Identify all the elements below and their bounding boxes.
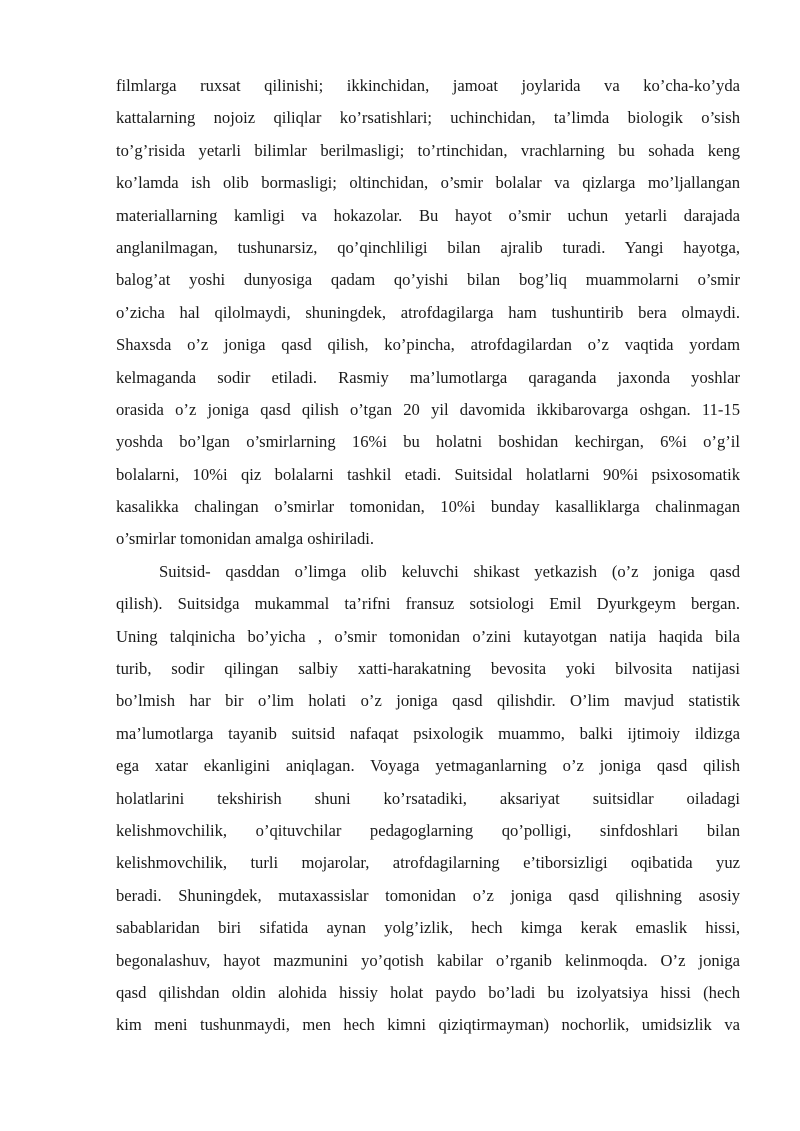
text-line: kelishmovchilik, o’qituvchilar pedagoglarning qo’polligi, sinfdoshlari bilan: [116, 820, 740, 840]
text-line: Suitsid- qasddan o’limga olib keluvchi shikast yetkazish (o’z joniga qasd: [159, 561, 740, 581]
document-page: [116, 70, 740, 1042]
text-line: yoshda bo’lgan o’smirlarning 16%i bu holatni boshidan kechirgan, 6%i o’g’il: [116, 432, 740, 452]
text-line: ko’lamda ish olib bormasligi; oltinchidan, o’smir bolalar va qizlarga mo’ljallangan: [116, 173, 740, 193]
paragraph-1: [116, 70, 740, 556]
text-line: materiallarning kamligi va hokazolar. Bu hayot o’smir uchun yetarli darajada: [116, 205, 740, 225]
text-line: bo’lmish har bir o’lim holati o’z joniga qasd qilishdir. O’lim mavjud statistik: [116, 691, 740, 711]
text-line: sabablaridan biri sifatida aynan yolg’izlik, hech kimga kerak emaslik hissi,: [116, 918, 740, 938]
text-line: kasalikka chalingan o’smirlar tomonidan, 10%i bunday kasalliklarga chalinmagan: [116, 497, 740, 517]
text-line: kelishmovchilik, turli mojarolar, atrofdagilarning e’tiborsizligi oqibatida yuz: [116, 853, 740, 873]
paragraph-2: [116, 556, 740, 1042]
text-line: kelmaganda sodir etiladi. Rasmiy ma’lumotlarga qaraganda jaxonda yoshlar: [116, 367, 740, 387]
text-line: bolalarni, 10%i qiz bolalarni tashkil etadi. Suitsidal holatlarni 90%i psixosomatik: [116, 464, 740, 484]
text-line: o’smirlar tomonidan amalga oshiriladi.: [116, 529, 375, 549]
text-line: anglanilmagan, tushunarsiz, qo’qinchliligi bilan ajralib turadi. Yangi hayotga,: [116, 237, 740, 257]
text-line: beradi. Shuningdek, mutaxassislar tomonidan o’z joniga qasd qilishning asosiy: [116, 885, 740, 905]
text-line: qasd qilishdan oldin alohida hissiy holat paydo bo’ladi bu izolyatsiya hissi (hech: [116, 982, 740, 1002]
text-line: ma’lumotlarga tayanib suitsid nafaqat psixologik muammo, balki ijtimoiy ildizga: [116, 723, 740, 743]
text-line: balog’at yoshi dunyosiga qadam qo’yishi bilan bog’liq muammolarni o’smir: [116, 270, 740, 290]
text-line: Shaxsda o’z joniga qasd qilish, ko’pincha, atrofdagilardan o’z vaqtida yordam: [116, 335, 740, 355]
text-line: qilish). Suitsidga mukammal ta’rifni fransuz sotsiologi Emil Dyurkgeym bergan.: [116, 594, 740, 614]
text-line: to’g’risida yetarli bilimlar berilmasligi; to’rtinchidan, vrachlarning bu sohada keng: [116, 140, 740, 160]
text-line: filmlarga ruxsat qilinishi; ikkinchidan, jamoat joylarida va ko’cha-ko’yda: [116, 76, 740, 95]
text-line: holatlarini tekshirish shuni ko’rsatadiki, aksariyat suitsidlar oiladagi: [116, 788, 740, 808]
text-line: kim meni tushunmaydi, men hech kimni qiziqtirmayman) nochorlik, umidsizlik va: [116, 1015, 740, 1035]
text-line: begonalashuv, hayot mazmunini yo’qotish kabilar o’rganib kelinmoqda. O’z joniga: [116, 950, 740, 970]
text-line: Uning talqinicha bo’yicha , o’smir tomonidan o’zini kutayotgan natija haqida bila: [116, 626, 740, 646]
text-line: turib, sodir qilingan salbiy xatti-harakatning bevosita yoki bilvosita natijasi: [116, 659, 740, 679]
text-line: kattalarning nojoiz qiliqlar ko’rsatishlari; uchinchidan, ta’limda biologik o’sish: [116, 108, 740, 128]
text-line: o’zicha hal qilolmaydi, shuningdek, atrofdagilarga ham tushuntirib bera olmaydi.: [116, 302, 740, 322]
text-line: ega xatar ekanligini aniqlagan. Voyaga yetmaganlarning o’z joniga qasd qilish: [116, 756, 740, 776]
text-line: orasida o’z joniga qasd qilish o’tgan 20 yil davomida ikkibarovarga oshgan. 11-15: [116, 399, 740, 419]
